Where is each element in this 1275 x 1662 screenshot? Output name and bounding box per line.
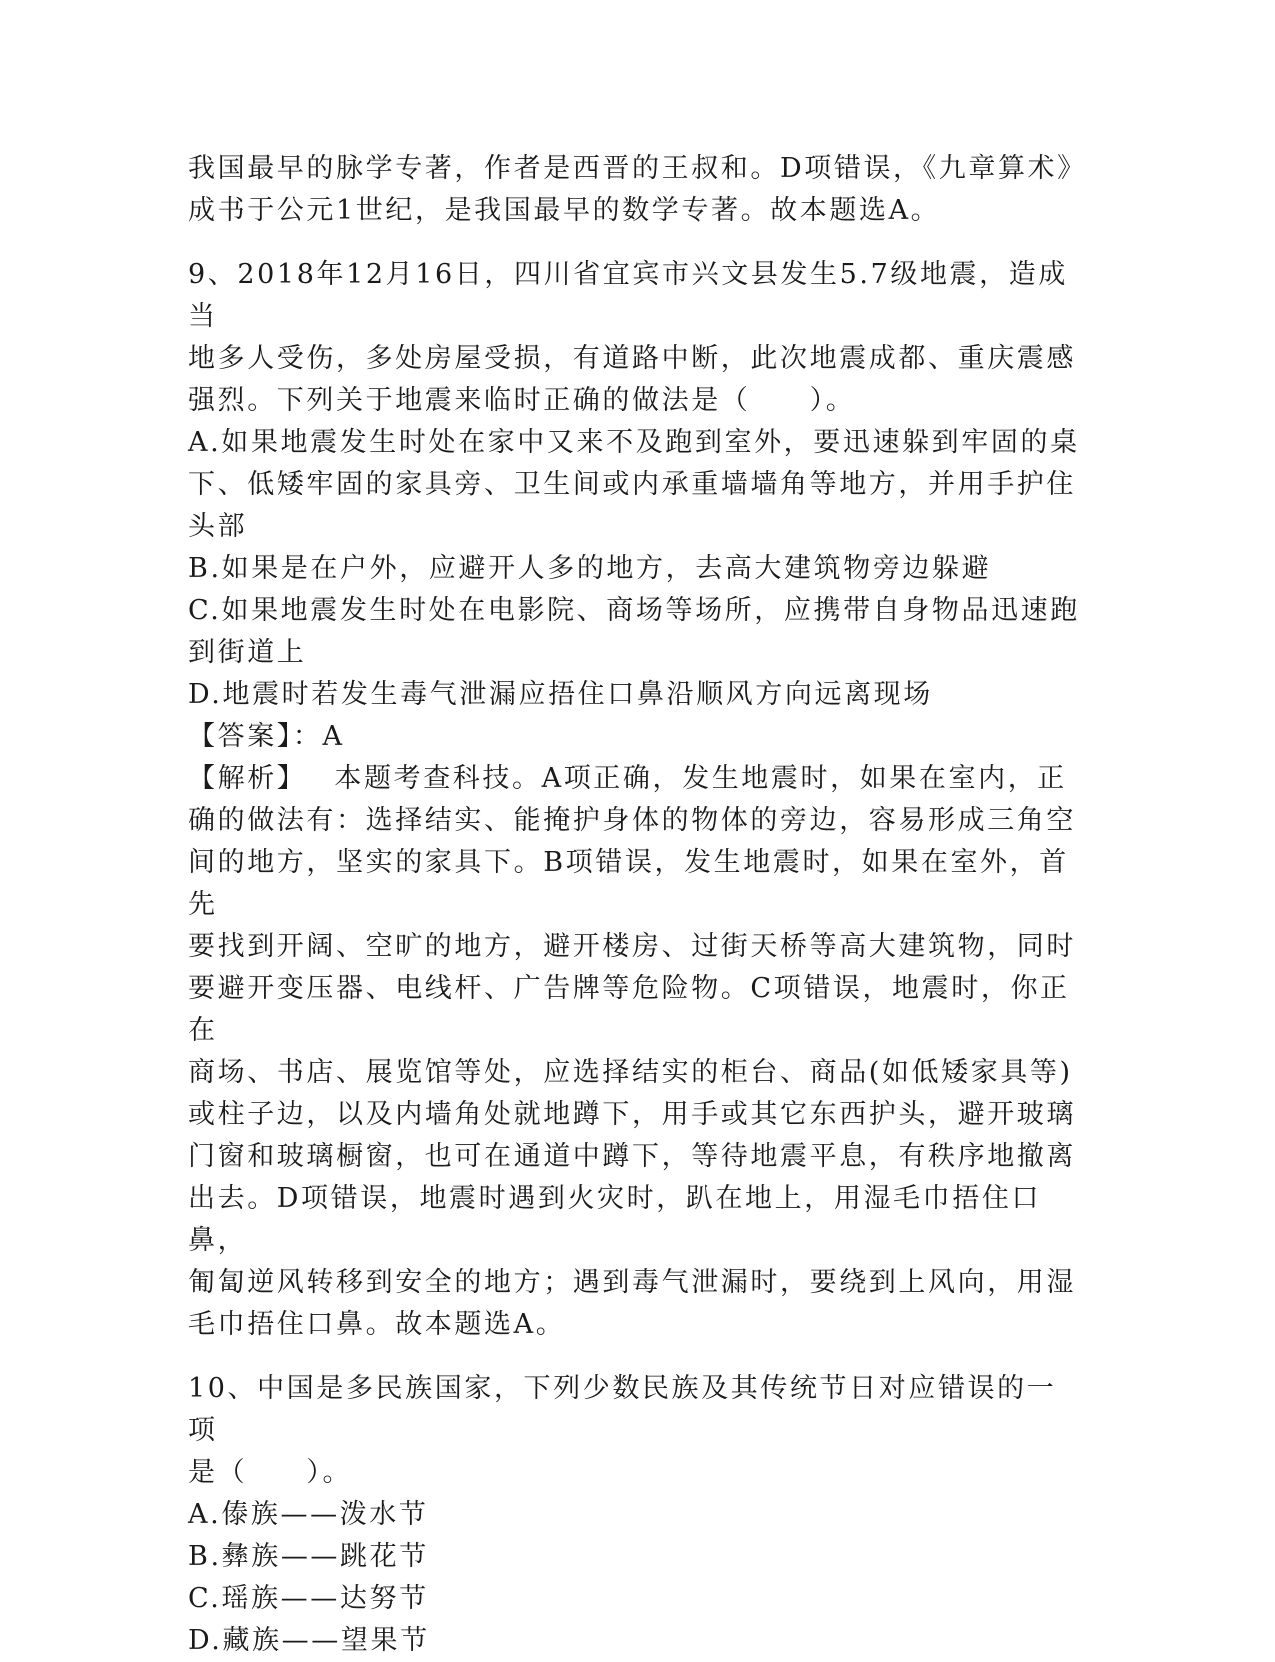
analysis-line: 商场、书店、展览馆等处，应选择结实的柜台、商品(如低矮家具等) (188, 1057, 1073, 1088)
option-line: A.傣族——泼水节 (188, 1499, 429, 1530)
option-line: 头部 (188, 511, 248, 542)
analysis-line: 匍匐逆风转移到安全的地方；遇到毒气泄漏时，要绕到上风向，用湿 (188, 1267, 1076, 1298)
text-line: 成书于公元1世纪，是我国最早的数学专著。故本题选A。 (188, 195, 941, 226)
answer-label: 【答案】： (188, 721, 323, 752)
analysis-line: 出去。D项错误，地震时遇到火灾时，趴在地上，用湿毛巾捂住口鼻， (188, 1183, 1042, 1256)
analysis-line: 间的地方，坚实的家具下。B项错误，发生地震时，如果在室外，首先 (188, 847, 1069, 920)
analysis-line: 要找到开阔、空旷的地方，避开楼房、过街天桥等高大建筑物，同时 (188, 931, 1076, 962)
analysis-line: 确的做法有：选择结实、能掩护身体的物体的旁边，容易形成三角空 (188, 805, 1076, 836)
option-line: B.如果是在户外，应避开人多的地方，去高大建筑物旁边躲避 (188, 553, 992, 584)
analysis-line: 毛巾捂住口鼻。故本题选A。 (188, 1309, 566, 1340)
option-line: D.藏族——望果节 (188, 1625, 430, 1656)
analysis-line: 要避开变压器、电线杆、广告牌等危险物。C项错误，地震时，你正在 (188, 973, 1070, 1046)
analysis-label: 【解析】 (188, 763, 307, 794)
question-stem-line: 10、中国是多民族国家，下列少数民族及其传统节日对应错误的一项 (188, 1373, 1057, 1446)
question-stem-line: 是（ ）。 (188, 1457, 353, 1488)
paragraph-gap (188, 232, 1083, 254)
analysis-line (188, 758, 1083, 800)
answer-value: A (322, 721, 345, 752)
question-9 (188, 254, 1083, 1346)
option-line: B.彝族——跳花节 (188, 1541, 429, 1572)
question-stem-line: 地多人受伤，多处房屋受损，有道路中断，此次地震成都、重庆震感 (188, 343, 1076, 374)
option-line: A.如果地震发生时处在家中又来不及跑到室外，要迅速躲到牢固的桌 (188, 427, 1080, 458)
text-line: 我国最早的脉学专著，作者是西晋的王叔和。D项错误，《九章算术》 (188, 153, 1087, 184)
analysis-text: 本题考查科技。A项正确，发生地震时，如果在室内，正 (334, 763, 1067, 794)
question-stem-line: 强烈。下列关于地震来临时正确的做法是（ ）。 (188, 385, 856, 416)
option-line: 到街道上 (188, 637, 307, 668)
analysis-line: 或柱子边，以及内墙角处就地蹲下，用手或其它东西护头，避开玻璃 (188, 1099, 1076, 1130)
question-10 (188, 1368, 1083, 1662)
question-stem-line: 9、2018年12月16日，四川省宜宾市兴文县发生5.7级地震，造成当 (188, 259, 1068, 332)
option-line: C.瑶族——达努节 (188, 1583, 429, 1614)
analysis-line: 门窗和玻璃橱窗，也可在通道中蹲下，等待地震平息，有秩序地撤离 (188, 1141, 1076, 1172)
option-line: 下、低矮牢固的家具旁、卫生间或内承重墙墙角等地方，并用手护住 (188, 469, 1076, 500)
previous-analysis-continuation (188, 148, 1087, 232)
answer-line (188, 716, 1083, 758)
option-line: D.地震时若发生毒气泄漏应捂住口鼻沿顺风方向远离现场 (188, 679, 933, 710)
paragraph-gap (188, 1346, 1083, 1368)
option-line: C.如果地震发生时处在电影院、商场等场所，应携带自身物品迅速跑 (188, 595, 1080, 626)
document-body (188, 148, 1087, 1662)
